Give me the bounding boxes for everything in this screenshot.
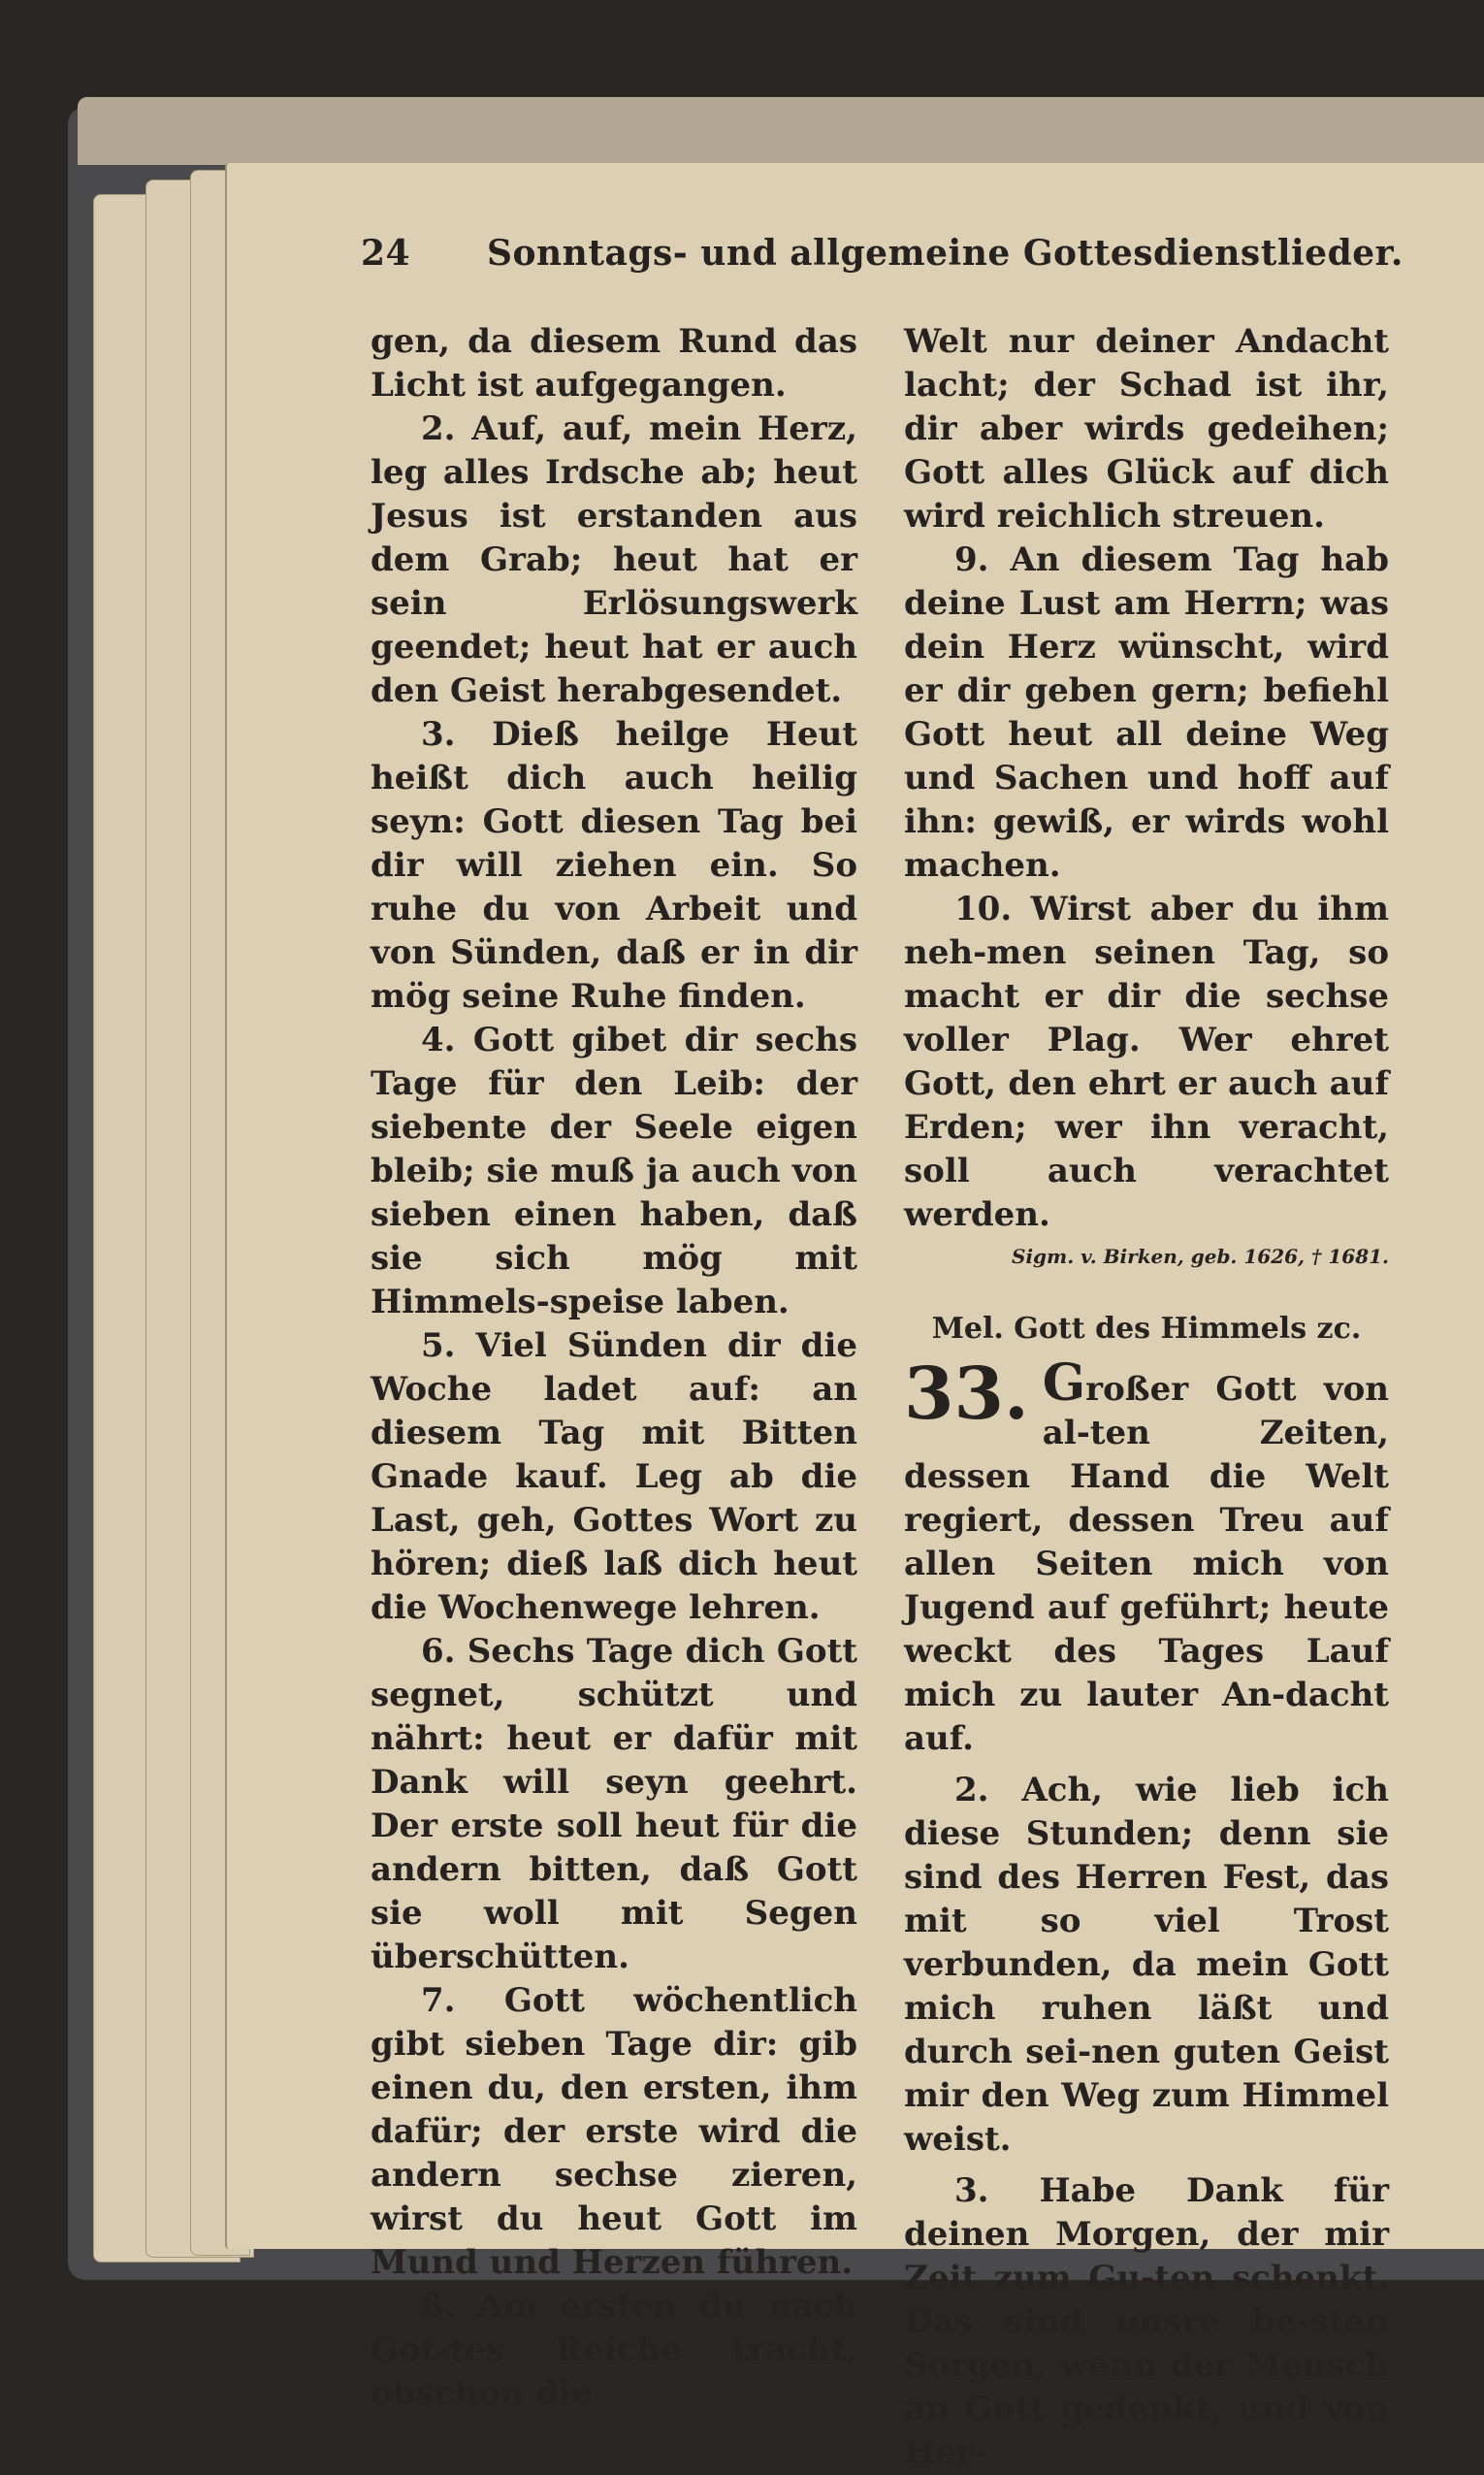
verse: 4. Gott gibet dir sechs Tage für den Leib: der siebente der Seele eigen bleib; sie muß ja auch von sieben einen haben, daß sie sich mög mit Himmels-speise laben. [371,1021,857,1321]
melody-note: Mel. Gott des Himmels zc. [931,1312,1362,1346]
verse: 9. An diesem Tag hab deine Lust am Herrn; was dein Herz wünscht, wird er dir geben gern; befiehl Gott heut all deine Weg und Sachen und hoff auf ihn: gewiß, er wirds wohl machen. [904,540,1389,885]
verse: 3. Habe Dank für deinen Morgen, der mir Zeit zum Gu-ten schenkt. Das sind unsre be-sten Sorgen, wenn der Mensch an Gott gedenkt, und von Her- [904,2171,1389,2472]
verse: 5. Viel Sünden dir die Woche ladet auf: an diesem Tag mit Bitten Gnade kauf. Leg ab die Last, geh, Gottes Wort zu hören; dieß laß dich heut die Wochenwege lehren. [371,1326,857,1627]
verse-continuation: gen, da diesem Rund das Licht ist aufgegangen. [371,322,857,405]
hymn-first-verse [904,1352,1389,1761]
verse: 7. Gott wöchentlich gibt sieben Tage dir: gib einen du, den ersten, ihm dafür; der erste wird die andern sechse zieren, wirst du heut Gott im Mund und Herzen führen. [371,1981,857,2282]
book-page-stack-top [78,97,1484,165]
book-page [225,163,1484,2472]
verse: 10. Wirst aber du ihm neh-men seinen Tag, so macht er dir die sechse voller Plag. Wer ehret Gott, den ehrt er auch auf Erden; wer ihn veracht, soll auch verachtet werden. [904,890,1389,1234]
right-column [904,320,1389,2475]
hymn-attribution: Sigm. v. Birken, geb. 1626, † 1681. [1012,1245,1389,1268]
left-column [371,320,857,2416]
drop-cap: G [1042,1353,1086,1413]
verse: 2. Ach, wie lieb ich diese Stunden; denn sie sind des Herren Fest, das mit so viel Trost verbunden, da mein Gott mich ruhen läßt und durch sei-nen guten Geist mir den Weg zum Himmel weist. [904,1771,1389,2159]
page-header [361,233,1476,291]
verse: 8. Am ersten du nach Got-tes Reiche tracht, obschon die [371,2287,857,2413]
hymn-number: 33. [904,1352,1029,1436]
verse: 3. Dieß heilge Heut heißt dich auch heilig seyn: Gott diesen Tag bei dir will ziehen ein. So ruhe du von Arbeit und von Sünden, daß er in dir mög seine Ruhe finden. [371,715,857,1016]
running-head: Sonntags- und allgemeine Gottesdienstlieder. [487,233,1403,274]
verse: 2. Auf, auf, mein Herz, leg alles Irdsche ab; heut Jesus ist erstanden aus dem Grab; heut hat er sein Erlösungswerk geendet; heut hat er auch den Geist herabgesendet. [371,409,857,710]
verse: 6. Sechs Tage dich Gott segnet, schützt und nährt: heut er dafür mit Dank will seyn geehrt. Der erste soll heut für die andern bitten, daß Gott sie woll mit Segen überschütten. [371,1632,857,1976]
hymn-first-verse-text: roßer Gott von al-ten Zeiten, dessen Hand die Welt regiert, dessen Treu auf allen Seiten mich von Jugend auf geführt; heute weckt des Tages Lauf mich zu lauter An-dacht auf. [904,1370,1389,1758]
page-number: 24 [361,233,411,274]
verse-continuation: Welt nur deiner Andacht lacht; der Schad ist ihr, dir aber wirds gedeihen; Gott alles Glück auf dich wird reichlich streuen. [904,322,1389,536]
